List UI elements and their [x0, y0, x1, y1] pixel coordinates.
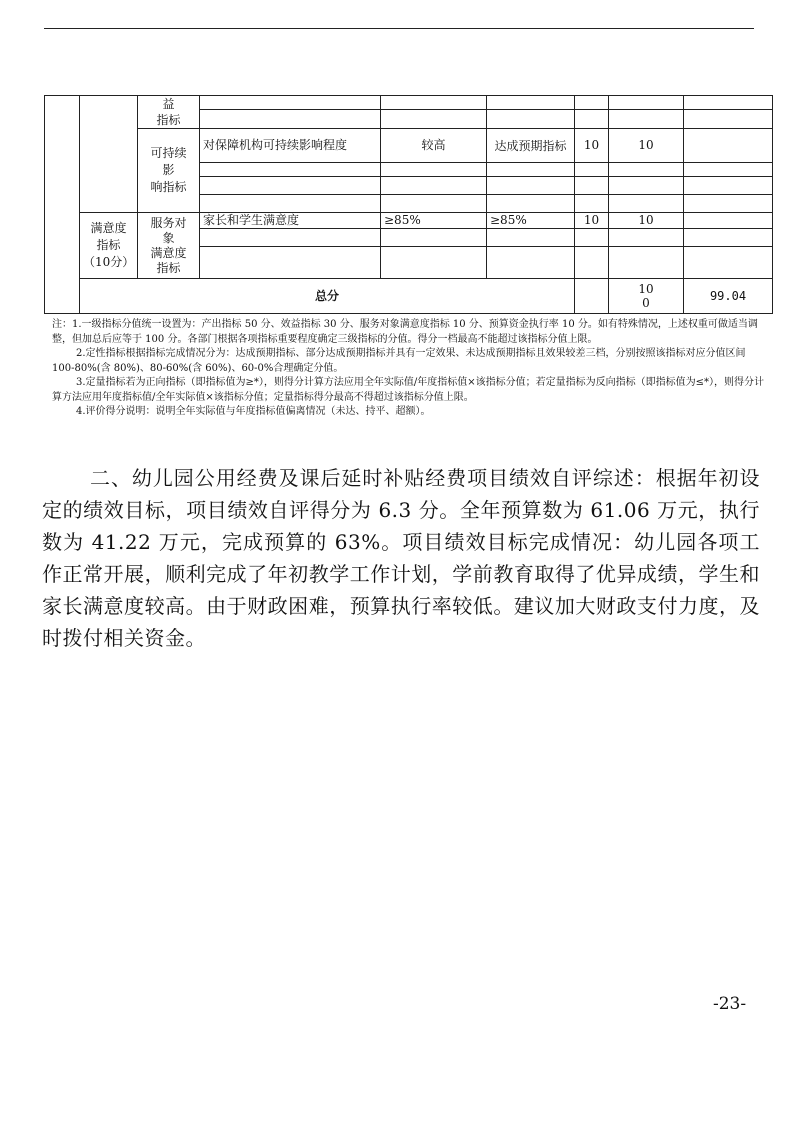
total-weight: 10 0	[609, 279, 684, 314]
sustain-score: 10	[609, 129, 684, 163]
sustain-weight: 10	[575, 129, 609, 163]
note-3: 3.定量指标若为正向指标（即指标值为≥*），则得分计算方法应用全年实际值/年度指标值×该指标分值；若定量指标为反向指标（即指标值为≤*），则得分计算方法应用年度指标值/全年实际值×该指标分值；定量指标得分最高不得超过该指标分值上限。	[52, 377, 765, 403]
sustain-actual: 达成预期指标	[487, 129, 575, 163]
header-rule	[44, 28, 754, 29]
satisfaction-target: ≥85%	[381, 213, 487, 229]
note-2: 2.定性指标根据指标完成情况分为：达成预期指标、部分达成预期指标并具有一定效果、未达成预期指标且效果较差三档，分别按照该指标对应分值区间 100-80%(含 80%)、80-60%(含 60%)、60-0%合理确定分值。	[52, 348, 746, 374]
note-1: 注：1.一级指标分值统一设置为：产出指标 50 分、效益指标 30 分、服务对象满意度指标 10 分、预算资金执行率 10 分。如有特殊情况，上述权重可做适当调整，但加总后应等于 100 分。各部门根据各项指标重要程度确定三级指标的分值。得分一档最高不能超过该指标分值上限。	[52, 319, 758, 345]
table-notes	[52, 318, 768, 420]
level1-cell	[45, 96, 80, 314]
level2-cell-benefit	[80, 96, 138, 213]
satisfaction-actual: ≥85%	[487, 213, 575, 229]
note-4: 4.评价得分说明：说明全年实际值与年度指标值偏离情况（未达、持平、超额）。	[76, 406, 431, 417]
level3-satisfaction-label: 服务对 象 满意度 指标	[138, 213, 200, 279]
summary-paragraph: 二、幼儿园公用经费及课后延时补贴经费项目绩效自评综述：根据年初设定的绩效目标，项目绩效自评得分为 6.3 分。全年预算数为 61.06 万元，执行数为 41.22 万元，完成预算的 63%。项目绩效目标完成情况：幼儿园各项工作正常开展，顺利完成了年初教学工作计划，学前教育取得了优异成绩，学生和家长满意度较高。由于财政困难，预算执行率较低。建议加大财政支付力度，及时拨付相关资金。	[42, 466, 760, 650]
satisfaction-weight: 10	[575, 213, 609, 229]
satisfaction-score: 10	[609, 213, 684, 229]
sustain-target: 较高	[381, 129, 487, 163]
level2-satisfaction-label: 满意度 指标 （10分）	[80, 213, 138, 279]
level3-sustain-label: 可持续 影 响指标	[138, 129, 200, 213]
page-number: -23-	[713, 994, 747, 1014]
sustain-indicator: 对保障机构可持续影响程度	[200, 129, 381, 163]
performance-table	[44, 95, 773, 314]
level3-benefit-label: 益 指标	[138, 96, 200, 129]
total-label: 总分	[80, 279, 575, 314]
satisfaction-indicator: 家长和学生满意度	[200, 213, 381, 229]
total-score: 99.04	[684, 279, 773, 314]
